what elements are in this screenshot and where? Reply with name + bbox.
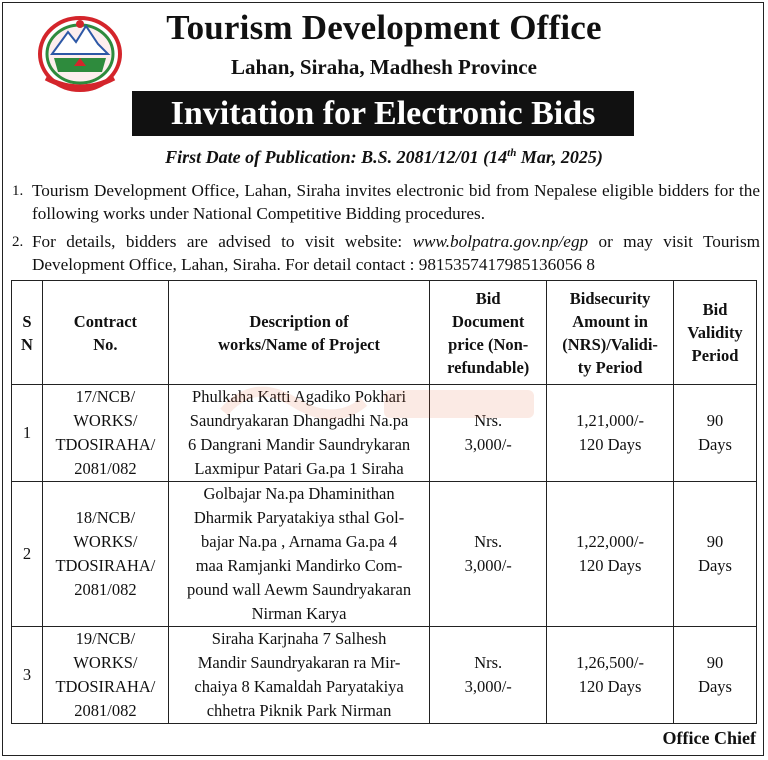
header-bid-security: Bidsecurity Amount in (NRS)/Validi- ty Period: [547, 281, 674, 385]
cell-description: Golbajar Na.pa Dhaminithan Dharmik Paryatakiya sthal Gol- bajar Na.pa , Arnama Ga.pa 4 maa Ramjanki Mandirko Com- pound wall Aewm Saundryakaran Nirman Karya: [168, 482, 429, 627]
publication-date-line: [0, 147, 768, 168]
cell-document-price: Nrs. 3,000/-: [430, 627, 547, 724]
cell-contract-no: 19/NCB/ WORKS/ TDOSIRAHA/ 2081/082: [42, 627, 168, 724]
notice-banner: Invitation for Electronic Bids: [132, 91, 634, 136]
header-validity-period: Bid Validity Period: [674, 281, 757, 385]
cell-validity-period: 90 Days: [674, 482, 757, 627]
cell-description: Siraha Karjnaha 7 Salhesh Mandir Saundryakaran ra Mir- chaiya 8 Kamaldah Paryatakiya chhetra Piknik Park Nirman: [168, 627, 429, 724]
paragraph-2-number: 2.: [12, 234, 24, 250]
publication-ad-suffix: Mar, 2025): [516, 147, 603, 167]
cell-bid-security: 1,26,500/- 120 Days: [547, 627, 674, 724]
cell-contract-no: 17/NCB/ WORKS/ TDOSIRAHA/ 2081/082: [42, 385, 168, 482]
cell-sn: 3: [12, 627, 43, 724]
cell-sn: 2: [12, 482, 43, 627]
cell-validity-period: 90 Days: [674, 627, 757, 724]
office-chief-signature: Office Chief: [662, 728, 756, 748]
table-row: [12, 482, 757, 627]
publication-label: First Date of Publication:: [165, 147, 357, 167]
paragraph-1-text: Tourism Development Office, Lahan, Siraha invites electronic bid from Nepalese eligible bidders for the following works under National Competitive Bidding procedures.: [32, 181, 760, 223]
bids-table: [11, 280, 757, 724]
header-contract-no: Contract No.: [42, 281, 168, 385]
cell-description: Phulkaha Katti Agadiko Pokhari Saundryakaran Dhangadhi Na.pa 6 Dangrani Mandir Saundrykaran Laxmipur Patari Ga.pa 1 Siraha: [168, 385, 429, 482]
cell-sn: 1: [12, 385, 43, 482]
website-link[interactable]: www.bolpatra.gov.np/egp: [412, 232, 589, 251]
paragraph-2-text-after: or may visit Tourism Development Office, Lahan, Siraha. For detail contact : 9815357417985136056 8: [32, 232, 760, 274]
paragraph-2: [12, 230, 760, 276]
publication-ad-prefix: (14: [483, 147, 508, 167]
paragraph-1: [12, 179, 760, 225]
office-title: Tourism Development Office: [166, 8, 602, 47]
cell-document-price: Nrs. 3,000/-: [430, 385, 547, 482]
cell-validity-period: 90 Days: [674, 385, 757, 482]
paragraph-1-number: 1.: [12, 183, 24, 199]
table-header-row: [12, 281, 757, 385]
office-address: Lahan, Siraha, Madhesh Province: [231, 55, 537, 79]
cell-document-price: Nrs. 3,000/-: [430, 482, 547, 627]
cell-bid-security: 1,21,000/- 120 Days: [547, 385, 674, 482]
header-description: Description of works/Name of Project: [168, 281, 429, 385]
cell-bid-security: 1,22,000/- 120 Days: [547, 482, 674, 627]
watermark-icon: [214, 372, 554, 432]
header-document-price: Bid Document price (Non- refundable): [430, 281, 547, 385]
publication-ad-sup: th: [507, 147, 517, 159]
header-sn: S N: [12, 281, 43, 385]
cell-contract-no: 18/NCB/ WORKS/ TDOSIRAHA/ 2081/082: [42, 482, 168, 627]
paragraph-2-text: [32, 230, 760, 276]
table-row: [12, 627, 757, 724]
publication-bs-date: B.S. 2081/12/01: [361, 147, 479, 167]
paragraph-2-text-before: For details, bidders are advised to visit website:: [32, 232, 413, 251]
